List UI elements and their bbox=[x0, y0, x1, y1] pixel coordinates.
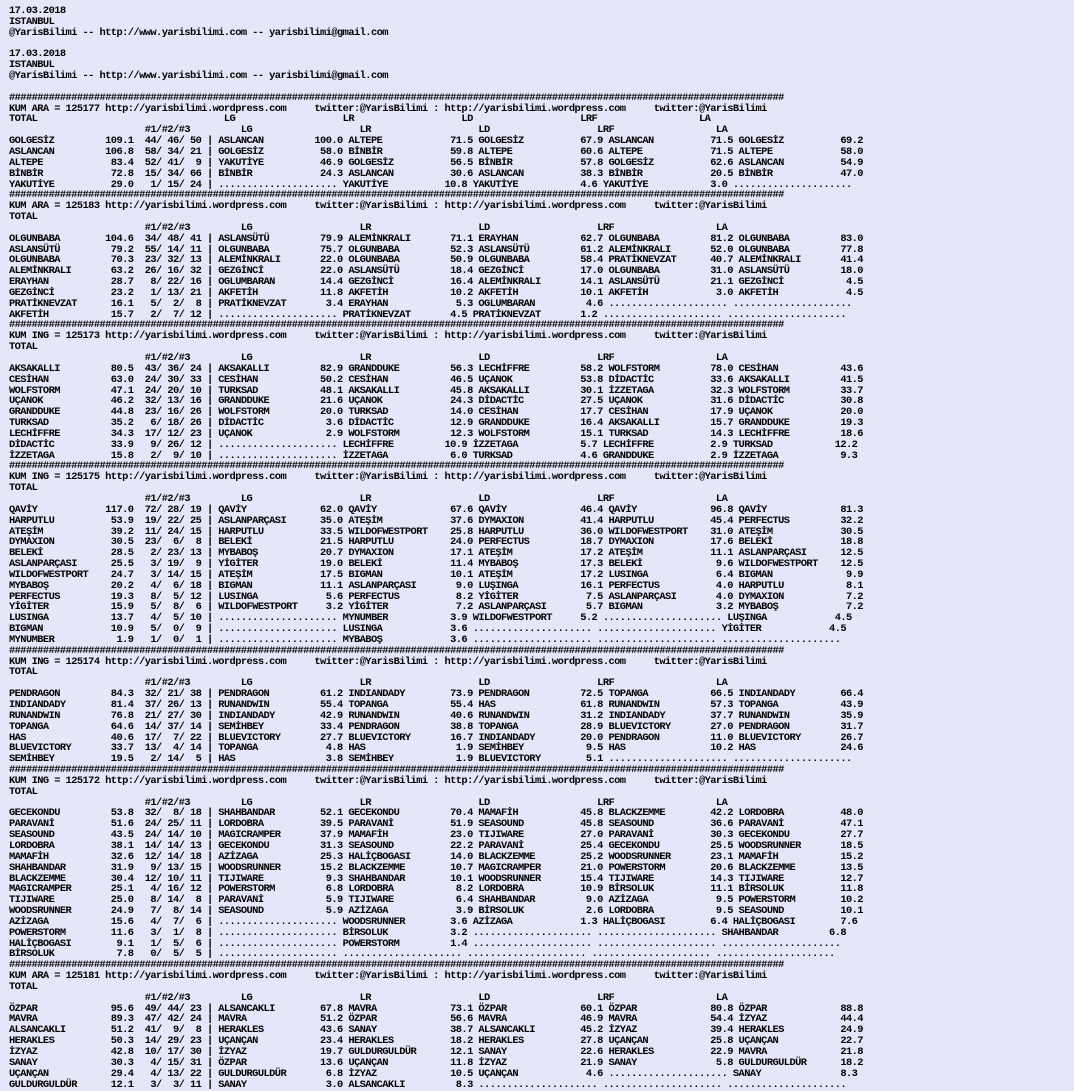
table-row: WOLFSTORM 47.1 24/ 20/ 10 | TURKSAD 48.1 AKSAKALLI 45.8 AKSAKALLI 30.1 İZZETAGA 32.3 WOLFSTORM 33.7 bbox=[9, 384, 863, 397]
table-row: GECEKONDU 53.8 32/ 8/ 18 | SHAHBANDAR 52.1 GECEKONDU 70.4 MAMAFİH 45.8 BLACKZEMME 42.2 LORDOBRA 48.0 bbox=[9, 807, 863, 820]
position-header: #1/#2/#3 LG LR LD LRF LA bbox=[9, 221, 728, 234]
table-row: MYBABOŞ 20.2 4/ 6/ 18 | BIGMAN 11.1 ASLANPARÇASI 9.0 LUŞINGA 16.1 PERFECTUS 4.0 HARPUTLU 8.1 bbox=[9, 579, 863, 592]
table-row: AKFETİH 15.7 2/ 7/ 12 | ..................... PRATİKNEVZAT 4.5 PRATİKNEVZAT 1.2 ..................... ..................... bbox=[9, 308, 847, 321]
race-block bbox=[9, 765, 863, 960]
separator-line: ######################################################################################################################################### bbox=[9, 91, 784, 104]
column-header: TOTAL LG LR LD LRF LA bbox=[9, 113, 711, 126]
table-row: DYMAXION 30.5 23/ 6/ 8 | BELEKİ 21.5 HARPUTLU 24.0 PERFECTUS 18.7 DYMAXION 17.6 BELEKİ 18.8 bbox=[9, 536, 863, 549]
report-date: 17.03.2018 bbox=[9, 5, 66, 17]
table-row: LECHİFFRE 34.3 17/ 12/ 23 | UÇANOK 2.9 WOLFSTORM 12.3 WOLFSTORM 15.1 TURKSAD 14.3 LECHİFFRE 18.6 bbox=[9, 427, 863, 440]
position-header: #1/#2/#3 LG LR LD LRF LA bbox=[9, 677, 728, 690]
contact-line: @YarisBilimi -- http://www.yarisbilimi.com -- yarisbilimi@gmail.com bbox=[9, 70, 388, 83]
table-row: WOODSRUNNER 24.9 7/ 8/ 14 | SEASOUND 5.9 AZİZAGA 3.9 BİRSOLUK 2.6 LORDOBRA 9.5 SEASOUND 10.1 bbox=[9, 905, 863, 918]
race-title: KUM ING = 125174 http://yarisbilimi.wordpress.com twitter:@YarisBilimi : http://yarisbilimi.wordpress.com twitter:@YarisBilimi bbox=[9, 655, 767, 668]
position-header: #1/#2/#3 LG LR LD LRF LA bbox=[9, 124, 728, 137]
report-city: ISTANBUL bbox=[9, 15, 55, 28]
table-row: WILDOFWESTPORT 24.7 3/ 14/ 15 | ATEŞİM 17.5 BIGMAN 10.1 ATEŞİM 17.2 LUSINGA 6.4 BIGMAN 9.9 bbox=[9, 568, 863, 581]
table-row: AZİZAGA 15.6 4/ 7/ 6 | ..................... WOODSRUNNER 3.6 AZİZAGA 1.3 HALİÇBOGASI 6.4 HALİÇBOGASI 7.6 bbox=[9, 915, 858, 928]
table-row: BİNBİR 72.8 15/ 34/ 66 | BİNBİR 24.3 ASLANCAN 30.6 ASLANCAN 38.3 BİNBİR 20.5 BİNBİR 47.0 bbox=[9, 167, 863, 180]
table-row: ATEŞİM 39.2 11/ 24/ 15 | HARPUTLU 33.5 WILDOFWESTPORT 25.8 HARPUTLU 36.0 WILDOFWESTPORT 31.0 ATEŞİM 30.5 bbox=[9, 525, 863, 538]
race-block bbox=[9, 320, 863, 461]
separator-line: ######################################################################################################################################### bbox=[9, 764, 784, 777]
table-row: GULDURGULDÜR 12.1 3/ 3/ 11 | SANAY 3.0 ALSANCAKLI 8.3 ..................... ..................... ..................... bbox=[9, 1078, 847, 1091]
table-row: İZZETAGA 15.8 2/ 9/ 10 | ..................... İZZETAGA 6.0 TURKSAD 4.6 GRANDDUKE 2.9 İZZETAGA 9.3 bbox=[9, 449, 858, 462]
table-row: OLGUNBABA 70.3 23/ 32/ 13 | ALEMİNKRALI 22.0 OLGUNBABA 50.9 OLGUNBABA 58.4 PRATİKNEVZAT 40.7 ALEMİNKRALI 41.4 bbox=[9, 254, 863, 267]
table-row: GEZGİNCİ 23.2 1/ 13/ 21 | AKFETİH 11.8 AKFETİH 10.2 AKFETİH 10.1 AKFETİH 3.0 AKFETİH 4.5 bbox=[9, 286, 863, 299]
race-title: KUM ARA = 125183 http://yarisbilimi.wordpress.com twitter:@YarisBilimi : http://yarisbilimi.wordpress.com twitter:@YarisBilimi bbox=[9, 200, 767, 213]
column-header: TOTAL bbox=[9, 785, 38, 798]
table-row: BELEKİ 28.5 2/ 23/ 13 | MYBABOŞ 20.7 DYMAXION 17.1 ATEŞİM 17.2 ATEŞİM 11.1 ASLANPARÇASI 12.5 bbox=[9, 547, 863, 560]
race-title: KUM ING = 125173 http://yarisbilimi.wordpress.com twitter:@YarisBilimi : http://yarisbilimi.wordpress.com twitter:@YarisBilimi bbox=[9, 330, 767, 343]
contact-line: @YarisBilimi -- http://www.yarisbilimi.com -- yarisbilimi@gmail.com bbox=[9, 26, 388, 39]
blank-line bbox=[9, 39, 863, 50]
race-block bbox=[9, 646, 863, 765]
table-row: DİDACTİC 33.9 9/ 26/ 12 | ..................... LECHİFFRE 10.9 İZZETAGA 5.7 LECHİFFRE 2.9 TURKSAD 12.2 bbox=[9, 438, 858, 451]
table-row: ÖZPAR 95.6 49/ 44/ 23 | ALSANCAKLI 67.8 MAVRA 73.1 ÖZPAR 60.1 ÖZPAR 80.8 ÖZPAR 88.8 bbox=[9, 1002, 863, 1015]
table-row: POWERSTORM 11.6 3/ 1/ 8 | ..................... BİRSOLUK 3.2 ..................... ..................... SHAHBANDAR 6.8 bbox=[9, 926, 847, 939]
header-block-1 bbox=[9, 6, 863, 39]
position-header: #1/#2/#3 LG LR LD LRF LA bbox=[9, 991, 728, 1004]
table-row: GRANDDUKE 44.8 23/ 16/ 26 | WOLFSTORM 20.0 TURKSAD 14.0 CESİHAN 17.7 CESİHAN 17.9 UÇANOK 20.0 bbox=[9, 406, 863, 419]
table-row: OLGUNBABA 104.6 34/ 48/ 41 | ASLANSÜTÜ 79.9 ALEMİNKRALI 71.1 ERAYHAN 62.7 OLGUNBABA 81.2 OLGUNBABA 83.0 bbox=[9, 232, 863, 245]
column-header: TOTAL bbox=[9, 482, 38, 495]
header-block-2 bbox=[9, 49, 863, 82]
table-row: SEMİHBEY 19.5 2/ 14/ 5 | HAS 3.8 SEMİHBEY 1.9 BLUEVICTORY 5.1 ..................... ..................... bbox=[9, 753, 852, 766]
race-title: KUM ING = 125175 http://yarisbilimi.wordpress.com twitter:@YarisBilimi : http://yarisbilimi.wordpress.com twitter:@YarisBilimi bbox=[9, 471, 767, 484]
table-row: GOLGESİZ 109.1 44/ 46/ 50 | ASLANCAN 100.0 ALTEPE 71.5 GOLGESİZ 67.9 ASLANCAN 71.5 GOLGESİZ 69.2 bbox=[9, 135, 863, 148]
table-row: ALSANCAKLI 51.2 41/ 9/ 8 | HERAKLES 43.6 SANAY 38.7 ALSANCAKLI 45.2 İZYAZ 39.4 HERAKLES 24.9 bbox=[9, 1024, 863, 1037]
table-row: ALTEPE 83.4 52/ 41/ 9 | YAKUTİYE 46.9 GOLGESİZ 56.5 BİNBİR 57.8 GOLGESİZ 62.6 ASLANCAN 54.9 bbox=[9, 156, 863, 169]
table-row: BİRSOLUK 7.8 0/ 5/ 5 | ..................... ..................... ..................... ..................... ..................... bbox=[9, 948, 835, 961]
table-row: HARPUTLU 53.9 19/ 22/ 25 | ASLANPARÇASI 35.0 ATEŞİM 37.6 DYMAXION 41.4 HARPUTLU 45.4 PERFECTUS 32.2 bbox=[9, 514, 863, 527]
table-row: YAKUTİYE 29.0 1/ 15/ 24 | ..................... YAKUTİYE 10.8 YAKUTİYE 4.6 YAKUTİYE 3.0 ..................... bbox=[9, 178, 852, 191]
table-row: ALEMİNKRALI 63.2 26/ 16/ 32 | GEZGİNCİ 22.0 ASLANSÜTÜ 18.4 GEZGİNCİ 17.0 OLGUNBABA 31.0 ASLANSÜTÜ 18.0 bbox=[9, 265, 863, 278]
separator-line: ######################################################################################################################################### bbox=[9, 460, 784, 473]
race-block bbox=[9, 93, 863, 191]
table-row: UÇANOK 46.2 32/ 13/ 16 | GRANDDUKE 21.6 UÇANOK 24.3 DİDACTİC 27.5 UÇANOK 31.6 DİDACTİC 30.8 bbox=[9, 395, 863, 408]
column-header: TOTAL bbox=[9, 666, 38, 679]
table-row: UÇANÇAN 29.4 4/ 13/ 22 | GULDURGULDÜR 6.8 İZYAZ 10.5 UÇANÇAN 4.6 ..................... SANAY 8.3 bbox=[9, 1067, 858, 1080]
position-header: #1/#2/#3 LG LR LD LRF LA bbox=[9, 492, 728, 505]
table-row: LORDOBRA 38.1 14/ 14/ 13 | GECEKONDU 31.3 SEASOUND 22.2 PARAVANİ 25.4 GECEKONDU 25.5 WOODSRUNNER 18.5 bbox=[9, 839, 863, 852]
table-row: TURKSAD 35.2 6/ 18/ 26 | DİDACTİC 3.6 DİDACTİC 12.9 GRANDDUKE 16.4 AKSAKALLI 15.7 GRANDDUKE 19.3 bbox=[9, 417, 863, 430]
table-row: RUNANDWIN 76.8 21/ 27/ 30 | INDIANDADY 42.9 RUNANDWIN 40.6 RUNANDWIN 31.2 INDIANDADY 37.7 RUNANDWIN 35.9 bbox=[9, 709, 863, 722]
race-block bbox=[9, 190, 863, 320]
separator-line: ######################################################################################################################################### bbox=[9, 644, 784, 657]
separator-line: ######################################################################################################################################### bbox=[9, 319, 784, 332]
table-row: HALİÇBOGASI 9.1 1/ 5/ 6 | ..................... POWERSTORM 1.4 ..................... ..................... ..................... bbox=[9, 937, 841, 950]
table-row: ASLANPARÇASI 25.5 3/ 19/ 9 | YİGİTER 19.0 BELEKİ 11.4 MYBABOŞ 17.3 BELEKİ 9.6 WILDOFWESTPORT 12.5 bbox=[9, 558, 863, 571]
table-row: BLACKZEMME 30.4 12/ 10/ 11 | TIJIWARE 9.3 SHAHBANDAR 10.1 WOODSRUNNER 15.4 TIJIWARE 14.3 TIJIWARE 12.7 bbox=[9, 872, 863, 885]
table-row: MAGICRAMPER 25.1 4/ 16/ 12 | POWERSTORM 6.8 LORDOBRA 8.2 LORDOBRA 10.9 BİRSOLUK 11.1 BİRSOLUK 11.8 bbox=[9, 883, 863, 896]
report-date: 17.03.2018 bbox=[9, 48, 66, 61]
table-row: INDIANDADY 81.4 37/ 26/ 13 | RUNANDWIN 55.4 TOPANGA 55.4 HAS 61.8 RUNANDWIN 57.3 TOPANGA 43.9 bbox=[9, 699, 863, 711]
table-row: PARAVANİ 51.6 24/ 25/ 11 | LORDOBRA 39.5 PARAVANİ 51.9 SEASOUND 45.8 SEASOUND 36.6 PARAVANİ 47.1 bbox=[9, 818, 863, 831]
table-row: MAVRA 89.3 47/ 42/ 24 | MAVRA 51.2 ÖZPAR 56.6 MAVRA 46.9 MAVRA 54.4 İZYAZ 44.4 bbox=[9, 1013, 863, 1026]
report-city: ISTANBUL bbox=[9, 59, 55, 72]
table-row: İZYAZ 42.8 10/ 17/ 30 | İZYAZ 19.7 GULDURGULDÜR 12.1 SANAY 22.6 HERAKLES 22.9 MAVRA 21.8 bbox=[9, 1046, 863, 1058]
table-row: BLUEVICTORY 33.7 13/ 4/ 14 | TOPANGA 4.8 HAS 1.9 SEMİHBEY 9.5 HAS 10.2 HAS 24.6 bbox=[9, 742, 863, 755]
table-row: ASLANCAN 106.8 58/ 34/ 21 | GOLGESİZ 58.0 BİNBİR 59.8 ALTEPE 60.6 ALTEPE 71.5 ALTEPE 58.0 bbox=[9, 145, 863, 158]
position-header: #1/#2/#3 LG LR LD LRF LA bbox=[9, 352, 728, 364]
column-header: TOTAL bbox=[9, 211, 38, 224]
race-blocks bbox=[9, 93, 863, 1091]
race-title: KUM ING = 125172 http://yarisbilimi.wordpress.com twitter:@YarisBilimi : http://yarisbilimi.wordpress.com twitter:@YarisBilimi bbox=[9, 774, 767, 787]
table-row: LUSINGA 13.7 4/ 5/ 10 | ..................... MYNUMBER 3.9 WILDOFWESTPORT 5.2 ..................... LUŞINGA 4.5 bbox=[9, 612, 852, 625]
table-row: SHAHBANDAR 31.9 9/ 13/ 15 | WOODSRUNNER 15.2 BLACKZEMME 10.7 MAGICRAMPER 21.0 POWERSTORM 20.6 BLACKZEMME 13.5 bbox=[9, 861, 863, 874]
table-row: HAS 40.6 17/ 7/ 22 | BLUEVICTORY 27.7 BLUEVICTORY 16.7 INDIANDADY 20.0 PENDRAGON 11.0 BLUEVICTORY 26.7 bbox=[9, 731, 863, 744]
column-header: TOTAL bbox=[9, 980, 38, 993]
table-row: CESİHAN 63.0 24/ 30/ 33 | CESİHAN 50.2 CESİHAN 46.5 UÇANOK 53.8 DİDACTİC 33.6 AKSAKALLI 41.5 bbox=[9, 373, 863, 386]
separator-line: ######################################################################################################################################### bbox=[9, 959, 784, 972]
table-row: PENDRAGON 84.3 32/ 21/ 38 | PENDRAGON 61.2 INDIANDADY 73.9 PENDRAGON 72.5 TOPANGA 66.5 INDIANDADY 66.4 bbox=[9, 688, 863, 701]
position-header: #1/#2/#3 LG LR LD LRF LA bbox=[9, 796, 728, 809]
table-row: BIGMAN 10.9 5/ 0/ 9 | ..................... LUSINGA 3.6 ..................... ..................... YİGİTER 4.5 bbox=[9, 623, 847, 636]
table-row: ERAYHAN 28.7 8/ 22/ 16 | OGLUMBARAN 14.4 GEZGİNCİ 16.4 ALEMİNKRALI 14.1 ASLANSÜTÜ 21.1 GEZGİNCİ 4.5 bbox=[9, 276, 863, 289]
race-title: KUM ARA = 125181 http://yarisbilimi.wordpress.com twitter:@YarisBilimi : http://yarisbilimi.wordpress.com twitter:@YarisBilimi bbox=[9, 970, 767, 983]
race-block bbox=[9, 960, 863, 1090]
table-row: TOPANGA 64.6 14/ 37/ 14 | SEMİHBEY 33.4 PENDRAGON 38.8 TOPANGA 28.9 BLUEVICTORY 27.0 PENDRAGON 31.7 bbox=[9, 720, 863, 733]
race-block bbox=[9, 461, 863, 645]
report-document bbox=[9, 6, 863, 1090]
table-row: PERFECTUS 19.3 8/ 5/ 12 | LUSINGA 5.6 PERFECTUS 8.2 YİGİTER 7.5 ASLANPARÇASI 4.0 DYMAXION 7.2 bbox=[9, 590, 863, 603]
table-row: YİGİTER 15.9 5/ 8/ 6 | WILDOFWESTPORT 3.2 YİGİTER 7.2 ASLANPARÇASI 5.7 BIGMAN 3.2 MYBABOŞ 7.2 bbox=[9, 601, 863, 614]
table-row: QAVİY 117.0 72/ 28/ 19 | QAVİY 62.0 QAVİY 67.6 QAVİY 46.4 QAVİY 96.8 QAVİY 81.3 bbox=[9, 503, 863, 516]
race-title: KUM ARA = 125177 http://yarisbilimi.wordpress.com twitter:@YarisBilimi : http://yarisbilimi.wordpress.com twitter:@YarisBilimi bbox=[9, 102, 767, 115]
table-row: SANAY 30.3 4/ 15/ 31 | ÖZPAR 13.6 UÇANÇAN 11.8 İZYAZ 21.9 SANAY 5.8 GULDURGULDÜR 18.2 bbox=[9, 1056, 863, 1069]
table-row: ASLANSÜTÜ 79.2 55/ 14/ 11 | OLGUNBABA 75.7 OLGUNBABA 52.3 ASLANSÜTÜ 61.2 ALEMİNKRALI 52.0 OLGUNBABA 77.8 bbox=[9, 243, 863, 256]
table-row: HERAKLES 50.3 14/ 29/ 23 | UÇANÇAN 23.4 HERAKLES 18.2 HERAKLES 27.8 UÇANÇAN 25.8 UÇANÇAN 22.7 bbox=[9, 1035, 863, 1048]
table-row: AKSAKALLI 80.5 43/ 36/ 24 | AKSAKALLI 82.9 GRANDDUKE 56.3 LECHİFFRE 58.2 WOLFSTORM 78.0 CESİHAN 43.6 bbox=[9, 362, 863, 375]
table-row: TIJIWARE 25.0 8/ 14/ 8 | PARAVANİ 5.9 TIJIWARE 6.4 SHAHBANDAR 9.0 AZİZAGA 9.5 POWERSTORM 10.2 bbox=[9, 894, 863, 907]
table-row: MAMAFİH 32.6 12/ 14/ 18 | AZİZAGA 25.3 HALİÇBOGASI 14.0 BLACKZEMME 25.2 WOODSRUNNER 23.1 MAMAFİH 15.2 bbox=[9, 850, 863, 863]
table-row: PRATİKNEVZAT 16.1 5/ 2/ 8 | PRATİKNEVZAT 3.4 ERAYHAN 5.3 OGLUMBARAN 4.6 ..................... ..................... bbox=[9, 297, 852, 310]
table-row: MYNUMBER 1.9 1/ 0/ 1 | ..................... MYBABOŞ 3.6 ..................... ..................... ..................... bbox=[9, 633, 841, 646]
table-row: SEASOUND 43.5 24/ 14/ 10 | MAGICRAMPER 37.9 MAMAFİH 23.0 TIJIWARE 27.0 PARAVANİ 30.3 GECEKONDU 27.7 bbox=[9, 829, 863, 842]
column-header: TOTAL bbox=[9, 341, 38, 354]
separator-line: ######################################################################################################################################### bbox=[9, 189, 784, 202]
